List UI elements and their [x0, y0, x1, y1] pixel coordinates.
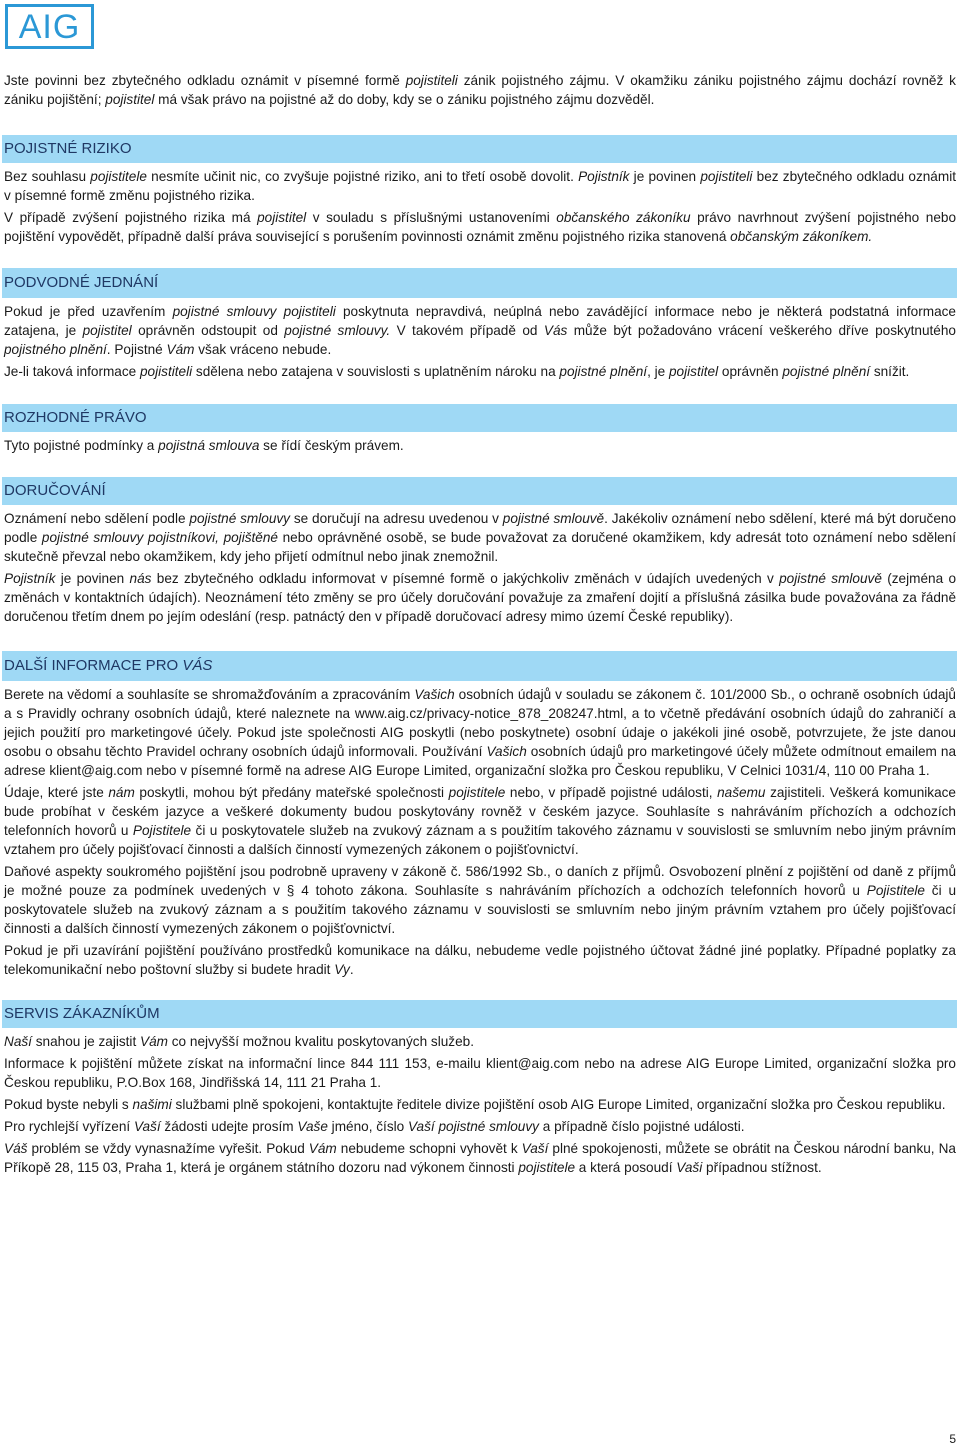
paragraph — [4, 1054, 956, 1092]
text-run: je povinen — [629, 169, 701, 184]
text-run: službami plně spokojeni, kontaktujte ředitele divize pojištění osob AIG Europe Limited, organizační složka pro Českou republiku. — [171, 1097, 946, 1112]
italic-term: nás — [129, 571, 152, 586]
section-heading-pojistne-riziko: POJISTNÉ RIZIKO — [2, 135, 957, 163]
text-run: . — [349, 962, 354, 977]
text-run: nebo oprávněné osobě, se bude považovat za doručené okamžikem, kdy adresát toto oznámení nebo sdělení skutečně převzal nebo okamžikem, kdy jeho přijetí odmítnul nebo jinak znemožnil. — [4, 530, 956, 564]
document-body — [4, 71, 956, 1180]
italic-term: Vaší pojistné smlouvy — [407, 1119, 539, 1134]
text-run: případnou stížnost. — [702, 1160, 822, 1175]
italic-term: pojistitel — [105, 92, 155, 107]
italic-term: pojistitele — [90, 169, 147, 184]
text-run: právo navrhnout zvýšení pojistného nebo pojištění vypovědět, případně další práva související s porušením povinnosti oznámit změnu pojistného rizika stanovená — [4, 210, 957, 244]
italic-term: Vašich — [486, 744, 527, 759]
italic-term: našemu — [717, 785, 766, 800]
text-run: poskytli, mohou být předány mateřské společnosti — [134, 785, 449, 800]
italic-term: Vaše — [297, 1119, 328, 1134]
paragraph — [4, 302, 956, 359]
text-run: bez zbytečného odkladu oznámit v písemné formě změnu pojistného rizika. — [4, 169, 956, 203]
italic-term: pojistiteli — [405, 73, 458, 88]
text-run: snížit. — [870, 364, 910, 379]
italic-term: pojistné smlouvy — [189, 511, 290, 526]
italic-term: občanským zákoníkem. — [730, 229, 873, 244]
text-run: problém se vždy vynasnažíme vyřešit. Pokud — [27, 1141, 309, 1156]
text-run: zánik pojistného zájmu. V okamžiku zániku pojistného zájmu dochází rovněž k zániku pojištění; — [4, 73, 956, 107]
italic-term: pojistitele — [518, 1160, 576, 1175]
text-run: , je — [647, 364, 669, 379]
paragraph — [4, 1095, 956, 1114]
italic-term: Vaší — [521, 1141, 549, 1156]
paragraph — [4, 569, 956, 626]
text-run: Bez souhlasu — [4, 169, 91, 184]
paragraph — [4, 1139, 956, 1177]
italic-term: Pojistník — [4, 571, 56, 586]
text-run: žádosti udejte prosím — [160, 1119, 298, 1134]
italic-term: pojistné plnění — [559, 364, 648, 379]
italic-term: Vy — [334, 962, 350, 977]
italic-term: občanského zákoníku — [556, 210, 691, 225]
text-run: Tyto pojistné podmínky a — [4, 438, 159, 453]
text-run: Pokud byste nebyli s — [4, 1097, 133, 1112]
text-run: (zejména o změnách v kontaktních údajích). Neoznámení této změny se pro účely doručování považuje za zmaření dojití a příslušná zásilka bude považována za řádně doručenou třetím dnem po jejím odeslání (resp. patnáctý den v případě doručovací adresy mimo území České republiky). — [4, 571, 957, 624]
italic-term: nám — [108, 785, 135, 800]
paragraph — [4, 862, 956, 938]
italic-term: Pojistitele — [866, 883, 925, 898]
paragraph — [4, 1032, 956, 1051]
text-run: Oznámení nebo sdělení podle — [4, 511, 190, 526]
section-heading-dorucovani: DORUČOVÁNÍ — [2, 477, 957, 505]
text-run: však vráceno nebude. — [194, 342, 332, 357]
text-run: oprávněn — [718, 364, 783, 379]
text-run: zajistiteli. Veškerá komunikace bude probíhat v českém jazyce a veškeré dokumenty budou poskytovány rovněž v českém jazyce. Souhlasíte s nahráváním příchozích a odchozích telefonních hovorů u — [4, 785, 956, 838]
paragraph — [4, 941, 956, 979]
paragraph — [4, 208, 956, 246]
italic-term: pojistného plnění — [4, 342, 107, 357]
text-run: . Jakékoliv oznámení nebo sdělení, které má být doručeno podle — [4, 511, 957, 545]
text-run: Údaje, které jste — [4, 785, 109, 800]
italic-term: pojistné smlouvě — [779, 571, 882, 586]
text-run: je povinen — [55, 571, 130, 586]
italic-term: pojistitel — [82, 323, 132, 338]
text-run: Daňové aspekty soukromého pojištění jsou podrobně upraveny v zákoně č. 586/1992 Sb., o daních z příjmů. Osvobození plnění z pojištění od daně z příjmů je možné pouze za podmínek uvedených v § 4 tohoto zákona. Souhlasíte s nahráváním příchozích a odchozích telefonních hovorů u — [4, 864, 956, 898]
text-run: a která posoudí — [575, 1160, 677, 1175]
text-run: nebudeme schopni vyhovět k — [336, 1141, 522, 1156]
paragraph — [4, 509, 956, 566]
text-run: bez zbytečného odkladu informovat v písemné formě o jakýchkoliv změnách v údajích uvedených v — [151, 571, 780, 586]
text-run: osobních údajů pro marketingové účely můžete odmítnout emailem na adrese klient@aig.com nebo v písemné formě na adrese AIG Europe Limited, organizační složka pro Českou republiku, V Celnici 1031/4, 110 00 Praha 1. — [4, 744, 957, 778]
paragraph — [4, 685, 956, 780]
text-run: může být požadováno vrácení veškerého dříve poskytnutého — [567, 323, 956, 338]
section-heading-rozhodne-pravo: ROZHODNÉ PRÁVO — [2, 404, 957, 432]
italic-term: pojistné smlouvě — [502, 511, 605, 526]
section-heading-dalsi-informace-pro-vas — [2, 651, 957, 681]
italic-term: pojistné plnění — [782, 364, 871, 379]
italic-term: pojistiteli — [140, 364, 193, 379]
text-run: či u poskytovatele služeb na zvukový záznam a s použitím takového záznamu v souvislosti se smluvním nebo jiným právním vztahem pro účely pojišťovací činnosti a dalších činností vymezených zákonem o pojišťovnictví. — [4, 883, 956, 936]
italic-term: Vám — [166, 342, 195, 357]
aig-logo — [5, 4, 94, 49]
text-run: nebo, v případě pojistné události, — [505, 785, 718, 800]
italic-term: Vašich — [414, 687, 455, 702]
italic-term: Váš — [4, 1141, 28, 1156]
text-run: a případně číslo pojistné události. — [538, 1119, 745, 1134]
italic-term: Pojistník — [578, 169, 630, 184]
page-number: 5 — [949, 1432, 956, 1446]
italic-term: pojistné smlouvy pojistiteli — [172, 304, 336, 319]
text-run: DALŠÍ INFORMACE PRO — [4, 657, 183, 674]
italic-term: Naší — [4, 1034, 32, 1049]
section-heading-servis-zakaznikum: SERVIS ZÁKAZNÍKŮM — [2, 1000, 957, 1028]
italic-term: Vám — [140, 1034, 168, 1049]
paragraph — [4, 436, 956, 455]
paragraph — [4, 167, 956, 205]
text-run: co nejvyšší možnou kvalitu poskytovaných služeb. — [167, 1034, 474, 1049]
text-run: má však právo na pojistné až do doby, kdy se o zániku pojistného zájmu dozvěděl. — [154, 92, 655, 107]
text-run: Berete na vědomí a souhlasíte se shromažďováním a zpracováním — [4, 687, 415, 702]
text-run: jméno, číslo — [327, 1119, 408, 1134]
italic-term: Vaši — [676, 1160, 703, 1175]
italic-term: pojistiteli — [700, 169, 753, 184]
text-run: poskytnuta nepravdivá, neúplná nebo zavádějící informace nebo je některá podstatná informace zatajena, je — [4, 304, 956, 338]
text-run: osobních údajů v souladu se zákonem č. 101/2000 Sb., o ochraně osobních údajů a s Pravidly ochrany osobních údajů, které naleznete na www.aig.cz/privacy-notice_878_208247.html, a to včetně předávání osobních údajů do zahraničí a jejich použití pro marketingové účely. Pokud jste společnosti AIG poskytli (nebo poskytnete) osobní údaje o jakékoli jiné osobě, potvrzujete, že jste danou osobu o obsahu těchto Pravidel ochrany osobních údajů informovali. Používání — [4, 687, 956, 759]
paragraph — [4, 362, 956, 381]
italic-term: pojistné smlouvy. — [284, 323, 391, 338]
italic-term: VÁS — [182, 657, 213, 674]
italic-term: Vás — [543, 323, 568, 338]
italic-term: Vám — [308, 1141, 337, 1156]
text-run: či u poskytovatele služeb na zvukový záznam a s použitím takového záznamu v souvislosti se smluvním nebo jiným právním vztahem pro účely pojišťovací činnosti a dalších činností vymezených zákonem o pojišťovnictví. — [4, 823, 956, 857]
paragraph — [4, 783, 956, 859]
text-run: sdělena nebo zatajena v souvislosti s uplatněním nároku na — [192, 364, 560, 379]
section-heading-podvodne-jednani: PODVODNÉ JEDNÁNÍ — [2, 268, 957, 298]
italic-term: pojistné smlouvy pojistníkovi, pojištěné — [41, 530, 278, 545]
aig-logo-text: AIG — [18, 7, 81, 46]
text-run: se doručují na adresu uvedenou v — [289, 511, 503, 526]
italic-term: pojistitel — [257, 210, 307, 225]
text-run: plné spokojenosti, můžete se obrátit na Českou národní banku, Na Příkopě 28, 115 03, Praha 1, která je orgánem státního dozoru nad výkonem činnosti — [4, 1141, 956, 1175]
text-run: Informace k pojištění můžete získat na informační lince 844 111 153, e-mailu klient@aig.com nebo na adrese AIG Europe Limited, organizační složka pro Českou republiku, P.O.Box 168, Jindřišská 14, 111 21 Praha 1. — [4, 1056, 956, 1090]
paragraph — [4, 1117, 956, 1136]
text-run: Pokud je při uzavírání pojištění používáno prostředků komunikace na dálku, nebudeme vedle pojistného účtovat žádné jiné poplatky. Případné poplatky za telekomunikační nebo poštovní služby si budete hradit — [4, 943, 956, 977]
italic-term: pojistitele — [448, 785, 506, 800]
text-run: Je-li taková informace — [4, 364, 140, 379]
italic-term: pojistná smlouva — [158, 438, 260, 453]
text-run: Jste povinni bez zbytečného odkladu oznámit v písemné formě — [4, 73, 406, 88]
text-run: nesmíte učinit nic, co zvyšuje pojistné riziko, ani to třetí osobě dovolit. — [146, 169, 579, 184]
text-run: snahou je zajistit — [31, 1034, 141, 1049]
text-run: V případě zvýšení pojistného rizika má — [4, 210, 258, 225]
italic-term: pojistitel — [669, 364, 719, 379]
text-run: . Pojistné — [106, 342, 167, 357]
text-run: Pokud je před uzavřením — [4, 304, 173, 319]
text-run: v souladu s příslušnými ustanoveními — [306, 210, 557, 225]
italic-term: našimi — [132, 1097, 172, 1112]
text-run: Pro rychlejší vyřízení — [4, 1119, 134, 1134]
text-run: se řídí českým právem. — [259, 438, 404, 453]
italic-term: Pojistitele — [132, 823, 192, 838]
intro-paragraph — [4, 71, 956, 109]
text-run: oprávněn odstoupit od — [131, 323, 285, 338]
text-run: V takovém případě od — [390, 323, 544, 338]
italic-term: Vaší — [133, 1119, 161, 1134]
